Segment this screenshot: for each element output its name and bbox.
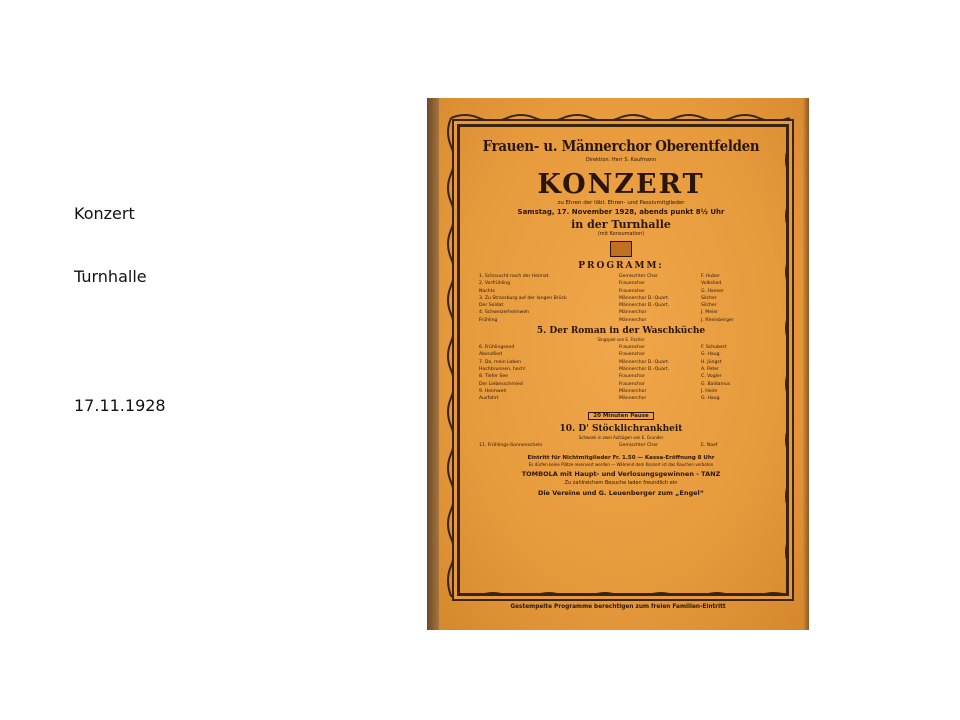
item-composer: A. Peter (701, 366, 719, 372)
item-choir: Männerchor D.-Quart. (619, 295, 670, 301)
item-title: Frühling (479, 317, 498, 323)
list-item (479, 442, 767, 449)
list-item (479, 288, 767, 295)
program-heading: PROGRAMM: (578, 261, 664, 271)
tombola-line: TOMBOLA mit Haupt- und Verlosungsgewinnen - TANZ (521, 469, 721, 478)
item-composer: C. Vogler (701, 374, 722, 380)
item-composer: Silcher (701, 295, 717, 301)
poster-date-line: Samstag, 17. November 1928, abends punkt 8½ Uhr (517, 208, 725, 216)
item-composer: G. Baldamus (701, 381, 731, 387)
list-item (479, 388, 767, 395)
item-composer: J. Rheinberger (701, 317, 734, 323)
pause-badge: 20 Minuten Pause (588, 412, 653, 420)
item-title: Hochbrunnen, hoch! (479, 366, 526, 372)
item-choir: Frauenchor (619, 288, 645, 294)
item-composer: J. Meier (701, 310, 719, 316)
poster-content (465, 130, 777, 584)
list-item (479, 395, 767, 402)
list-item (479, 359, 767, 366)
list-item (479, 280, 767, 287)
poster-bottom-note: Gestempelte Programme berechtigen zum freien Familien-Eintritt (510, 604, 726, 610)
poster-consumption: (mit Konsumation) (597, 231, 645, 237)
poster-subtitle: zu Ehren der löbl. Ehren- und Passivmitglieder (557, 200, 685, 206)
play-subtitle: Singspiel von E. Fischer (597, 337, 645, 343)
list-item (479, 381, 767, 388)
poster-venue: in der Turnhalle (571, 218, 671, 231)
item-composer: Silcher (701, 303, 717, 309)
item-title: 6. Frühlingsend (479, 345, 515, 351)
comedy-title: 10. D' Stöcklichrankheit (559, 424, 683, 435)
item-composer: G. Haeser (701, 288, 724, 294)
list-item (479, 344, 767, 351)
concert-poster-image (427, 98, 809, 630)
item-composer: H. Jüngst (701, 359, 722, 365)
list-item (479, 373, 767, 380)
list-item (479, 351, 767, 358)
item-choir: Männerchor (619, 388, 647, 394)
list-item (479, 295, 767, 302)
item-choir: Frauenchor (619, 345, 645, 351)
item-title: 8. Tiefer See (479, 374, 508, 380)
item-title: Nachts (479, 288, 495, 294)
program-list-part2 (479, 344, 767, 402)
item-choir: Männerchor (619, 310, 647, 316)
item-choir: Frauenchor (619, 352, 645, 358)
poster-header: Frauen- u. Männerchor Oberentfelden (482, 138, 760, 155)
item-choir: Frauenchor (619, 281, 645, 287)
list-item (479, 366, 767, 373)
slide-line-konzert: Konzert (74, 204, 135, 223)
poster-title: KONZERT (537, 169, 705, 200)
item-choir: Frauenchor (619, 381, 645, 387)
comedy-subtitle: Schwank in zwei Aufzügen von E. Grunder (578, 435, 664, 441)
slide-line-venue: Turnhalle (74, 267, 147, 286)
item-choir: Männerchor (619, 317, 647, 323)
item-composer: F. Huber (701, 274, 720, 279)
item-choir: Gemischter Chor (619, 443, 658, 449)
item-title: 3. Zu Strassburg auf der langen Brück (479, 295, 567, 301)
item-title: 11. Frühlings-Sonnenschein (479, 443, 543, 449)
item-choir: Männerchor D.-Quart. (619, 359, 670, 365)
item-composer: Volkslied (701, 281, 722, 287)
list-item (479, 273, 767, 280)
list-item (479, 302, 767, 309)
list-item (479, 317, 767, 324)
item-choir: Gemischter Chor (619, 274, 658, 279)
item-composer: G. Haug (701, 396, 720, 402)
item-title: 2. Vorfrühling (479, 281, 511, 287)
item-title: 9. Heimweh (479, 388, 507, 394)
slide-line-date: 17.11.1928 (74, 396, 166, 415)
item-title: 4. Schweizerheimweh (479, 310, 530, 316)
item-composer: G. Haug (701, 352, 720, 358)
item-title: Abendlied (479, 352, 503, 358)
item-choir: Männerchor D.-Quart. (619, 366, 670, 372)
program-final-item (479, 442, 767, 449)
item-choir: Frauenchor (619, 374, 645, 380)
poster-director: Direktion: Herr S. Kaufmann (585, 157, 657, 163)
item-title: Ausfahrt (479, 396, 499, 402)
club-emblem-icon (610, 241, 632, 257)
entry-note: Es dürfen keine Plätze reserviert werden — Während dem Konzert ist das Rauchen verboten (528, 461, 714, 467)
item-title: Der Soldat (479, 303, 504, 309)
poster-left-edge (427, 98, 439, 630)
item-title: Der Liebesschmied (479, 381, 523, 387)
entry-fee: Eintritt für Nichtmitglieder Fr. 1.50 — Kassa-Eröffnung 8 Uhr (527, 454, 715, 461)
item-composer: E. Naef (701, 443, 718, 449)
item-title: 7. Da, mein Leben (479, 359, 522, 365)
item-choir: Männerchor D.-Quart. (619, 303, 670, 309)
item-choir: Männerchor (619, 396, 647, 402)
invite-line: Zu zahlreichem Besuche laden freundlich ein (564, 479, 678, 486)
list-item (479, 309, 767, 316)
play-title: 5. Der Roman in der Waschküche (536, 326, 706, 337)
signers-line: Die Vereine und G. Leuenberger zum „Engel“ (537, 488, 705, 497)
item-composer: J. Heim (701, 388, 718, 394)
item-title: 1. Schnsucht nach der Heimat (479, 274, 549, 279)
item-composer: F. Schubert (701, 345, 727, 351)
program-list-part1 (479, 273, 767, 324)
poster-right-edge (803, 98, 809, 630)
